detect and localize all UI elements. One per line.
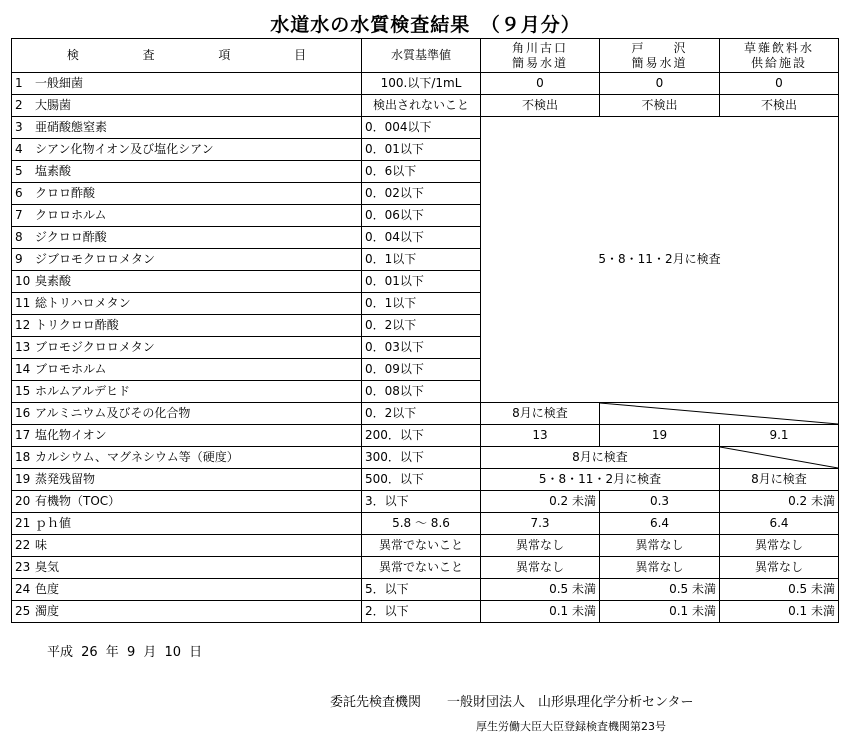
item-name: 塩化物イオン	[35, 428, 107, 442]
item-name: アルミニウム及びその化合物	[35, 406, 191, 420]
item-cell	[12, 579, 362, 601]
value-cell: 0	[720, 73, 839, 95]
value-cell: 6.4	[600, 513, 720, 535]
item-number: 21	[15, 516, 31, 530]
item-number: 2	[15, 98, 23, 112]
standard-cell: 5．以下	[362, 579, 481, 601]
results-table	[11, 38, 839, 623]
item-cell	[12, 359, 362, 381]
table-row	[12, 469, 839, 491]
table-row	[12, 425, 839, 447]
item-name: 臭気	[35, 560, 60, 574]
value-cell: 異常なし	[481, 557, 600, 579]
header-site-1	[481, 39, 600, 73]
standard-cell: 100.以下/1mL	[362, 73, 481, 95]
value-cell: 0.5 未満	[600, 579, 720, 601]
item-number: 24	[15, 582, 31, 596]
header-site-3	[720, 39, 839, 73]
item-number: 17	[15, 428, 31, 442]
table-row	[12, 403, 839, 425]
value-cell: 7.3	[481, 513, 600, 535]
item-cell	[12, 535, 362, 557]
item-cell	[12, 205, 362, 227]
value-cell: 不検出	[720, 95, 839, 117]
merged-schedule-note: 5・8・11・2月に検査	[481, 117, 839, 403]
table-row	[12, 579, 839, 601]
value-cell: 0.5 未満	[481, 579, 600, 601]
standard-cell: 0．2以下	[362, 403, 481, 425]
value-cell: 0.1 未満	[600, 601, 720, 623]
item-cell	[12, 403, 362, 425]
diagonal-slash	[720, 447, 838, 468]
item-name: 蒸発残留物	[35, 472, 96, 486]
item-name: ｐｈ値	[35, 516, 72, 530]
testing-agency	[330, 691, 720, 710]
item-name: ブロモジクロロメタン	[35, 340, 155, 354]
item-name: ブロモホルム	[35, 362, 107, 376]
item-cell	[12, 271, 362, 293]
item-name: 亜硝酸態窒素	[35, 120, 108, 134]
item-number: 16	[15, 406, 31, 420]
item-number: 10	[15, 274, 31, 288]
item-number: 1	[15, 76, 23, 90]
standard-cell: 異常でないこと	[362, 557, 481, 579]
header-item-char: 査	[142, 48, 155, 62]
item-cell	[12, 425, 362, 447]
standard-cell: 0．01以下	[362, 271, 481, 293]
item-number: 5	[15, 164, 23, 178]
item-number: 12	[15, 318, 31, 332]
value-cell: 6.4	[720, 513, 839, 535]
standard-cell: 2．以下	[362, 601, 481, 623]
value-cell: 0.1 未満	[720, 601, 839, 623]
standard-cell: 0．01以下	[362, 139, 481, 161]
site-name-line: 戸 沢	[631, 40, 688, 55]
item-name: 大腸菌	[35, 98, 72, 112]
item-cell	[12, 249, 362, 271]
table-row	[12, 513, 839, 535]
item-name: シアン化物イオン及び塩化シアン	[35, 142, 214, 156]
standard-cell: 0．02以下	[362, 183, 481, 205]
report-date: 平成 26 年 9 月 10 日	[47, 645, 203, 660]
standard-cell: 検出されないこと	[362, 95, 481, 117]
item-number: 6	[15, 186, 23, 200]
value-cell: 8月に検査	[481, 403, 600, 425]
site-name-line: 供給施設	[750, 55, 807, 70]
registration-number: 厚生労働大臣大臣登録検査機関第23号	[476, 720, 666, 733]
item-number: 14	[15, 362, 31, 376]
item-number: 19	[15, 472, 31, 486]
standard-cell: 0．03以下	[362, 337, 481, 359]
item-cell	[12, 95, 362, 117]
value-cell: 19	[600, 425, 720, 447]
item-name: 一般細菌	[35, 76, 84, 90]
item-cell	[12, 491, 362, 513]
item-cell	[12, 227, 362, 249]
item-number: 18	[15, 450, 31, 464]
item-cell	[12, 447, 362, 469]
standard-cell: 0．09以下	[362, 359, 481, 381]
table-row	[12, 95, 839, 117]
value-cell: 異常なし	[600, 535, 720, 557]
site-name-line: 草薙飲料水	[743, 40, 814, 55]
page-title: 水道水の水質検査結果 （９月分）	[270, 14, 581, 36]
standard-cell: 0．004以下	[362, 117, 481, 139]
item-number: 22	[15, 538, 31, 552]
table-row	[12, 117, 839, 139]
value-cell: 5・8・11・2月に検査	[481, 469, 720, 491]
item-number: 23	[15, 560, 31, 574]
header-item	[12, 39, 362, 73]
table-row	[12, 557, 839, 579]
item-name: 有機物（TOC）	[35, 494, 121, 508]
item-number: 8	[15, 230, 23, 244]
value-cell: 8月に検査	[720, 469, 839, 491]
item-name: ジクロロ酢酸	[35, 230, 107, 244]
value-cell: 0	[481, 73, 600, 95]
value-cell: 不検出	[481, 95, 600, 117]
item-cell	[12, 557, 362, 579]
value-cell: 9.1	[720, 425, 839, 447]
item-cell	[12, 139, 362, 161]
standard-cell: 0．1以下	[362, 249, 481, 271]
value-cell: 8月に検査	[481, 447, 720, 469]
item-name: クロロホルム	[35, 208, 107, 222]
item-number: 13	[15, 340, 31, 354]
item-cell	[12, 513, 362, 535]
diagonal-slash	[600, 403, 838, 424]
item-name: ホルムアルデヒド	[35, 384, 131, 398]
standard-cell: 0．1以下	[362, 293, 481, 315]
value-cell: 0	[600, 73, 720, 95]
agency-label: 委託先検査機関	[330, 695, 422, 710]
standard-cell: 5.8 ～ 8.6	[362, 513, 481, 535]
value-cell: 13	[481, 425, 600, 447]
item-name: 味	[35, 538, 48, 552]
not-applicable-cell	[720, 447, 839, 469]
item-cell	[12, 117, 362, 139]
agency-name: 一般財団法人 山形県理化学分析センター	[447, 695, 694, 710]
item-name: 色度	[35, 582, 60, 596]
item-name: 濁度	[35, 604, 60, 618]
site-name-line: 簡易水道	[511, 55, 568, 70]
value-cell: 異常なし	[600, 557, 720, 579]
table-header-row	[12, 39, 839, 73]
header-item-char: 項	[218, 48, 231, 62]
table-row	[12, 491, 839, 513]
standard-cell: 0．06以下	[362, 205, 481, 227]
item-number: 7	[15, 208, 23, 222]
standard-cell: 0．08以下	[362, 381, 481, 403]
item-cell	[12, 183, 362, 205]
value-cell: 0.2 未満	[720, 491, 839, 513]
item-number: 3	[15, 120, 23, 134]
header-standard: 水質基準値	[362, 39, 481, 73]
item-number: 25	[15, 604, 31, 618]
value-cell: 異常なし	[481, 535, 600, 557]
site-name-line: 簡易水道	[631, 55, 688, 70]
item-cell	[12, 73, 362, 95]
item-number: 11	[15, 296, 31, 310]
value-cell: 異常なし	[720, 557, 839, 579]
item-cell	[12, 469, 362, 491]
table-row	[12, 73, 839, 95]
standard-cell: 0．6以下	[362, 161, 481, 183]
standard-cell: 異常でないこと	[362, 535, 481, 557]
standard-cell: 500．以下	[362, 469, 481, 491]
table-row	[12, 601, 839, 623]
standard-cell: 3．以下	[362, 491, 481, 513]
value-cell: 0.5 未満	[720, 579, 839, 601]
standard-cell: 0．2以下	[362, 315, 481, 337]
standard-cell: 200．以下	[362, 425, 481, 447]
item-number: 4	[15, 142, 23, 156]
value-cell: 異常なし	[720, 535, 839, 557]
item-name: トリクロロ酢酸	[35, 318, 119, 332]
item-cell	[12, 161, 362, 183]
table-row	[12, 447, 839, 469]
value-cell: 0.2 未満	[481, 491, 600, 513]
standard-cell: 300．以下	[362, 447, 481, 469]
header-site-2	[600, 39, 720, 73]
item-cell	[12, 601, 362, 623]
standard-cell: 0．04以下	[362, 227, 481, 249]
not-applicable-cell	[600, 403, 839, 425]
item-name: 総トリハロメタン	[35, 296, 131, 310]
header-item-char: 検	[66, 48, 79, 62]
value-cell: 0.1 未満	[481, 601, 600, 623]
site-name-line: 角川古口	[511, 40, 568, 55]
item-cell	[12, 315, 362, 337]
item-cell	[12, 381, 362, 403]
item-cell	[12, 337, 362, 359]
item-name: 塩素酸	[35, 164, 72, 178]
value-cell: 0.3	[600, 491, 720, 513]
table-row	[12, 535, 839, 557]
header-item-char: 目	[294, 48, 307, 62]
item-name: クロロ酢酸	[35, 186, 96, 200]
item-number: 15	[15, 384, 31, 398]
item-cell	[12, 293, 362, 315]
item-name: カルシウム、マグネシウム等（硬度）	[35, 450, 239, 464]
item-name: ジブロモクロロメタン	[35, 252, 156, 266]
item-number: 20	[15, 494, 31, 508]
item-name: 臭素酸	[35, 274, 72, 288]
item-number: 9	[15, 252, 23, 266]
value-cell: 不検出	[600, 95, 720, 117]
